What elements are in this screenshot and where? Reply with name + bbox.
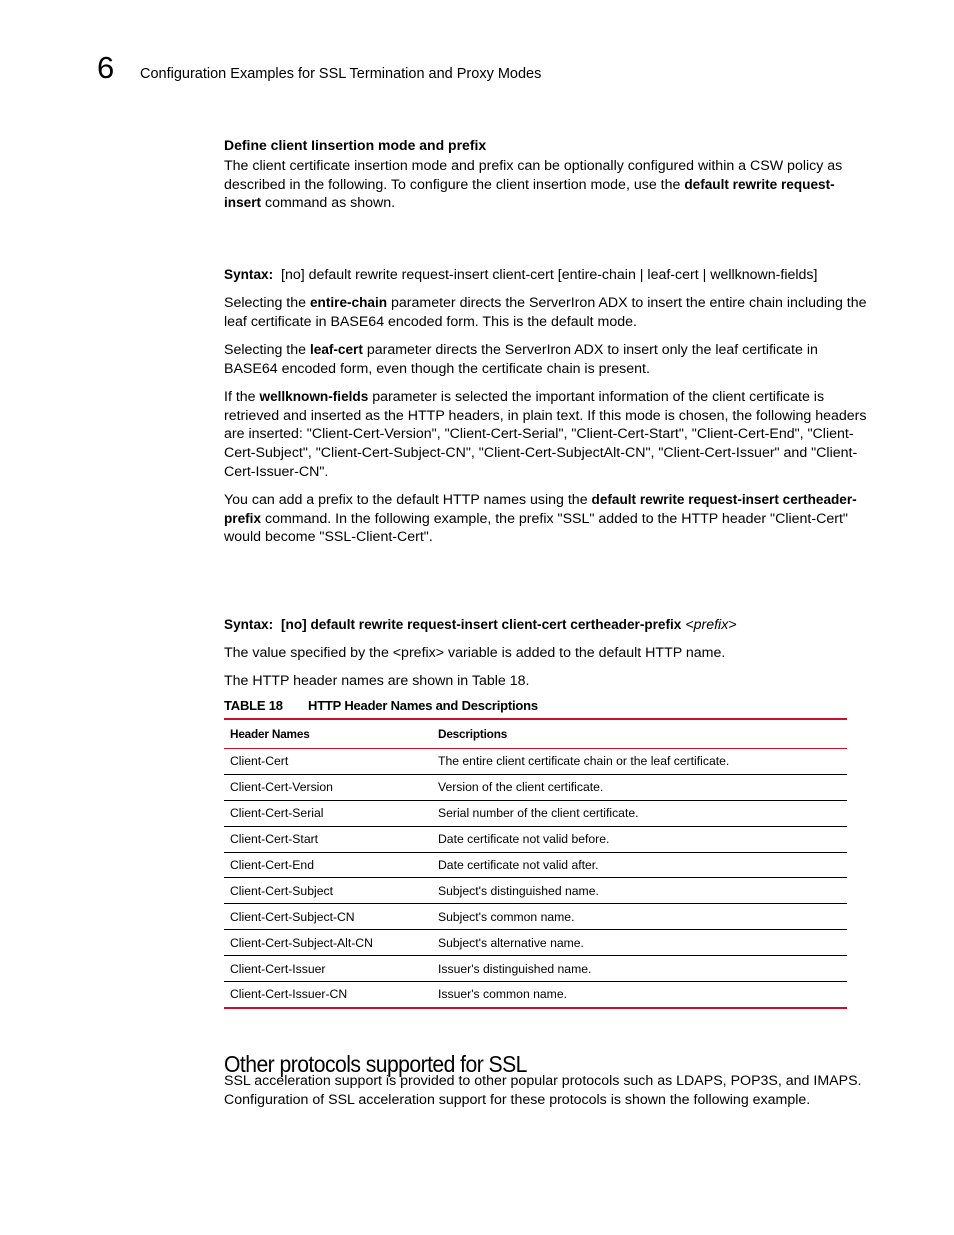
table-row (224, 904, 847, 930)
header-name-cell: Client-Cert-Issuer-CN (224, 982, 432, 1008)
description-cell: Issuer's distinguished name. (432, 956, 847, 982)
header-name-cell: Client-Cert-Subject-Alt-CN (224, 930, 432, 956)
column-header: Header Names (224, 719, 432, 749)
table-row (224, 826, 847, 852)
header-name-cell: Client-Cert-Subject-CN (224, 904, 432, 930)
syntax-line: Syntax: [no] default rewrite request-insert client-cert [entire-chain | leaf-cert | wellknown-fields] (224, 267, 818, 283)
syntax-label: Syntax: (224, 617, 274, 632)
header-name-cell: Client-Cert-End (224, 852, 432, 878)
syntax-label: Syntax: (224, 267, 274, 282)
description-cell: Issuer's common name. (432, 982, 847, 1008)
description-cell: Serial number of the client certificate. (432, 800, 847, 826)
table-row (224, 800, 847, 826)
section-body-paragraph: SSL acceleration support is provided to other popular protocols such as LDAPS, POP3S, and IMAPS. Configuration of SSL acceleration support for these protocols is shown the following example. (224, 1073, 862, 1108)
table-row (224, 749, 847, 775)
header-name-cell: Client-Cert (224, 749, 432, 775)
description-cell: The entire client certificate chain or the leaf certificate. (432, 749, 847, 775)
header-name-cell: Client-Cert-Serial (224, 800, 432, 826)
header-name-cell: Client-Cert-Subject (224, 878, 432, 904)
table-row (224, 852, 847, 878)
description-cell: Date certificate not valid after. (432, 852, 847, 878)
table-reference-paragraph: The HTTP header names are shown in Table 18. (224, 673, 530, 689)
entire-chain-paragraph: Selecting the entire-chain parameter directs the ServerIron ADX to insert the entire chain including the leaf certificate in BASE64 encoded form. This is the default mode. (224, 295, 867, 330)
http-header-table (224, 718, 847, 1009)
description-cell: Version of the client certificate. (432, 774, 847, 800)
syntax2-line: Syntax: [no] default rewrite request-insert client-cert certheader-prefix <prefix> (224, 617, 737, 633)
chapter-number: 6 (97, 50, 115, 85)
intro-paragraph: The client certificate insertion mode and prefix can be optionally configured within a CSW policy as described in the following. To configure the client insertion mode, use the default rewrite request-insert command as shown. (224, 158, 843, 212)
header-name-cell: Client-Cert-Start (224, 826, 432, 852)
table-row (224, 930, 847, 956)
column-header: Descriptions (432, 719, 847, 749)
prefix-paragraph: You can add a prefix to the default HTTP names using the default rewrite request-insert certheader-prefix command. In the following example, the prefix "SSL" added to the HTTP header "Client-Cert" would become "SSL-Client-Cert". (224, 492, 857, 546)
prefix-value-paragraph: The value specified by the <prefix> variable is added to the default HTTP name. (224, 645, 726, 661)
description-cell: Subject's alternative name. (432, 930, 847, 956)
chapter-title: Configuration Examples for SSL Termination and Proxy Modes (140, 66, 542, 82)
subsection-heading: Define client Iinsertion mode and prefix (224, 137, 487, 153)
table-caption: TABLE 18 HTTP Header Names and Descriptions (224, 698, 538, 713)
wellknown-fields-paragraph: If the wellknown-fields parameter is selected the important information of the client certificate is retrieved and inserted as the HTTP headers, in plain text. If this mode is chosen, the following headers are inserted: "Client-Cert-Version", "Client-Cert-Serial", "Client-Cert-Start", "Client-Cert-End", "Client-Cert-Subject", "Client-Cert-Subject-CN", "Client-Cert-SubjectAlt-CN", "Client-Cert-Issuer" and "Client-Cert-Issuer-CN". (224, 389, 867, 480)
header-name-cell: Client-Cert-Version (224, 774, 432, 800)
description-cell: Subject's distinguished name. (432, 878, 847, 904)
section-title: Other protocols supported for SSL (224, 1051, 527, 1078)
table-row (224, 982, 847, 1008)
table-header-row (224, 719, 847, 749)
leaf-cert-paragraph: Selecting the leaf-cert parameter directs the ServerIron ADX to insert only the leaf certificate in BASE64 encoded form, even though the certificate chain is present. (224, 342, 818, 377)
table-row (224, 878, 847, 904)
table-row (224, 774, 847, 800)
description-cell: Subject's common name. (432, 904, 847, 930)
description-cell: Date certificate not valid before. (432, 826, 847, 852)
header-name-cell: Client-Cert-Issuer (224, 956, 432, 982)
command-name: default rewrite request-insert (224, 176, 835, 211)
table-row (224, 956, 847, 982)
